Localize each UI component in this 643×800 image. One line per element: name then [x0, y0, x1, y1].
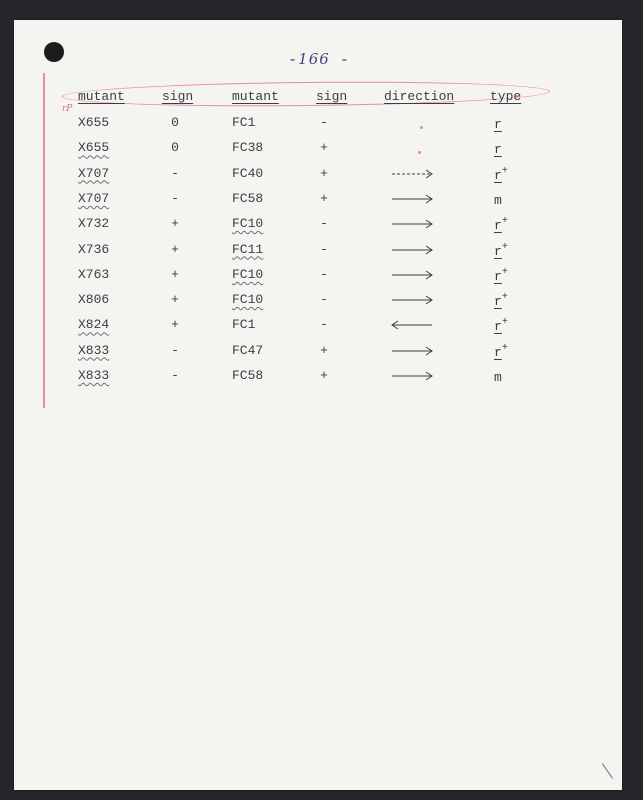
cell-mutant-2: FC1 — [232, 317, 256, 333]
table-row — [14, 140, 622, 162]
cell-mutant-2: FC40 — [232, 165, 264, 181]
cell-mutant-1: X707 — [78, 190, 110, 206]
type-superscript: + — [501, 241, 508, 253]
header-mutant-2: mutant — [232, 89, 279, 104]
arrow-right-icon — [390, 242, 434, 256]
cell-mutant-1: X655 — [78, 140, 110, 156]
cell-mutant-2: FC47 — [232, 342, 264, 358]
cell-type — [494, 317, 508, 334]
cell-type — [494, 166, 508, 183]
type-superscript: + — [501, 317, 508, 329]
page-number-dash-right: - — [339, 52, 350, 69]
table-row — [14, 368, 622, 390]
table-row — [14, 216, 622, 238]
arrow-right-icon — [390, 191, 434, 205]
table-row — [14, 292, 622, 314]
type-value: r — [494, 268, 502, 284]
cell-mutant-2: FC38 — [232, 140, 264, 156]
margin-note: rP — [62, 104, 73, 114]
cell-mutant-1: X655 — [78, 115, 110, 130]
cell-sign-2: - — [320, 216, 328, 232]
cell-sign-1: - — [171, 165, 179, 181]
cell-sign-1: + — [171, 216, 179, 232]
cell-mutant-2: FC10 — [232, 292, 264, 308]
table-row — [14, 343, 622, 365]
type-value: m — [494, 370, 502, 385]
arrow-right-icon — [390, 216, 434, 230]
cell-mutant-1: X806 — [78, 292, 110, 308]
cell-direction — [390, 292, 434, 306]
type-superscript: + — [501, 292, 508, 304]
cell-direction — [390, 368, 434, 382]
cell-direction — [390, 166, 434, 180]
type-value: r — [494, 167, 502, 183]
cell-type — [494, 242, 508, 259]
cell-sign-2: + — [320, 165, 328, 181]
header-mutant-1: mutant — [78, 89, 125, 104]
page-number — [279, 50, 359, 69]
cell-mutant-1: X736 — [78, 241, 110, 257]
cell-direction — [390, 317, 434, 331]
cell-type — [494, 343, 508, 360]
type-value: r — [494, 294, 502, 310]
cell-sign-2: - — [320, 266, 328, 282]
page-number-dash-left: - — [288, 52, 299, 69]
cell-direction — [390, 343, 434, 357]
page-number-value: 166 — [298, 50, 330, 68]
cell-mutant-1: X824 — [78, 317, 110, 333]
arrow-right-icon — [390, 292, 434, 306]
type-superscript: + — [501, 266, 508, 278]
cell-mutant-2: FC58 — [232, 190, 264, 206]
cell-type — [494, 216, 508, 233]
cell-sign-2: + — [320, 342, 328, 358]
cell-sign-1: + — [171, 317, 179, 333]
cell-mutant-1: X707 — [78, 165, 110, 181]
paper-sheet — [14, 20, 622, 790]
cell-sign-2: + — [320, 368, 328, 383]
arrow-right-icon — [390, 166, 434, 180]
cell-mutant-1: X732 — [78, 216, 110, 232]
cell-sign-2: - — [320, 115, 328, 130]
table-row — [14, 166, 622, 188]
type-value: m — [494, 192, 502, 208]
cell-sign-2: - — [320, 292, 328, 308]
cell-sign-1: + — [171, 266, 179, 282]
cell-mutant-2: FC11 — [232, 241, 264, 257]
cell-sign-1: 0 — [171, 140, 179, 156]
table-row — [14, 317, 622, 339]
type-value: r — [494, 319, 502, 335]
arrow-right-icon — [390, 343, 434, 357]
table-header-row — [14, 89, 622, 111]
type-value: r — [494, 243, 502, 259]
cell-mutant-1: X833 — [78, 342, 110, 358]
header-direction: direction — [384, 89, 455, 104]
type-value: r — [494, 117, 502, 132]
table-row — [14, 267, 622, 289]
arrow-right-icon — [390, 368, 434, 382]
cell-type — [494, 115, 502, 132]
type-superscript: + — [501, 165, 508, 177]
type-value: r — [494, 218, 502, 234]
cell-sign-1: 0 — [171, 115, 179, 130]
cell-sign-1: - — [171, 190, 179, 206]
cell-sign-1: + — [171, 241, 179, 257]
table-row — [14, 191, 622, 213]
cell-mutant-2: FC58 — [232, 368, 264, 383]
cell-sign-1: + — [171, 292, 179, 308]
cell-sign-2: + — [320, 140, 328, 156]
type-value: r — [494, 344, 502, 360]
cell-type — [494, 267, 508, 284]
cell-sign-1: - — [171, 342, 179, 358]
cell-type — [494, 140, 502, 157]
type-superscript: + — [501, 342, 508, 354]
pencil-mark — [602, 763, 613, 778]
cell-mutant-1: X763 — [78, 266, 110, 282]
cell-mutant-1: X833 — [78, 368, 110, 383]
table-row — [14, 115, 622, 137]
cell-direction — [390, 191, 434, 205]
cell-direction — [390, 242, 434, 256]
cell-type — [494, 191, 502, 208]
cell-sign-2: - — [320, 241, 328, 257]
header-type: type — [490, 89, 522, 104]
arrow-right-icon — [390, 267, 434, 281]
table-row — [14, 242, 622, 264]
cell-mutant-2: FC10 — [232, 266, 264, 282]
type-superscript: + — [501, 216, 508, 228]
cell-sign-1: - — [171, 368, 179, 383]
cell-direction — [390, 216, 434, 230]
cell-direction — [390, 267, 434, 281]
cell-sign-2: - — [320, 317, 328, 333]
cell-type — [494, 368, 502, 385]
punch-hole — [44, 42, 64, 62]
type-value: r — [494, 142, 502, 158]
header-sign-2: sign — [316, 89, 348, 104]
arrow-left-icon — [390, 317, 434, 331]
header-sign-1: sign — [162, 89, 194, 104]
cell-sign-2: + — [320, 190, 328, 206]
cell-mutant-2: FC1 — [232, 115, 256, 130]
cell-type — [494, 292, 508, 309]
cell-mutant-2: FC10 — [232, 216, 264, 232]
